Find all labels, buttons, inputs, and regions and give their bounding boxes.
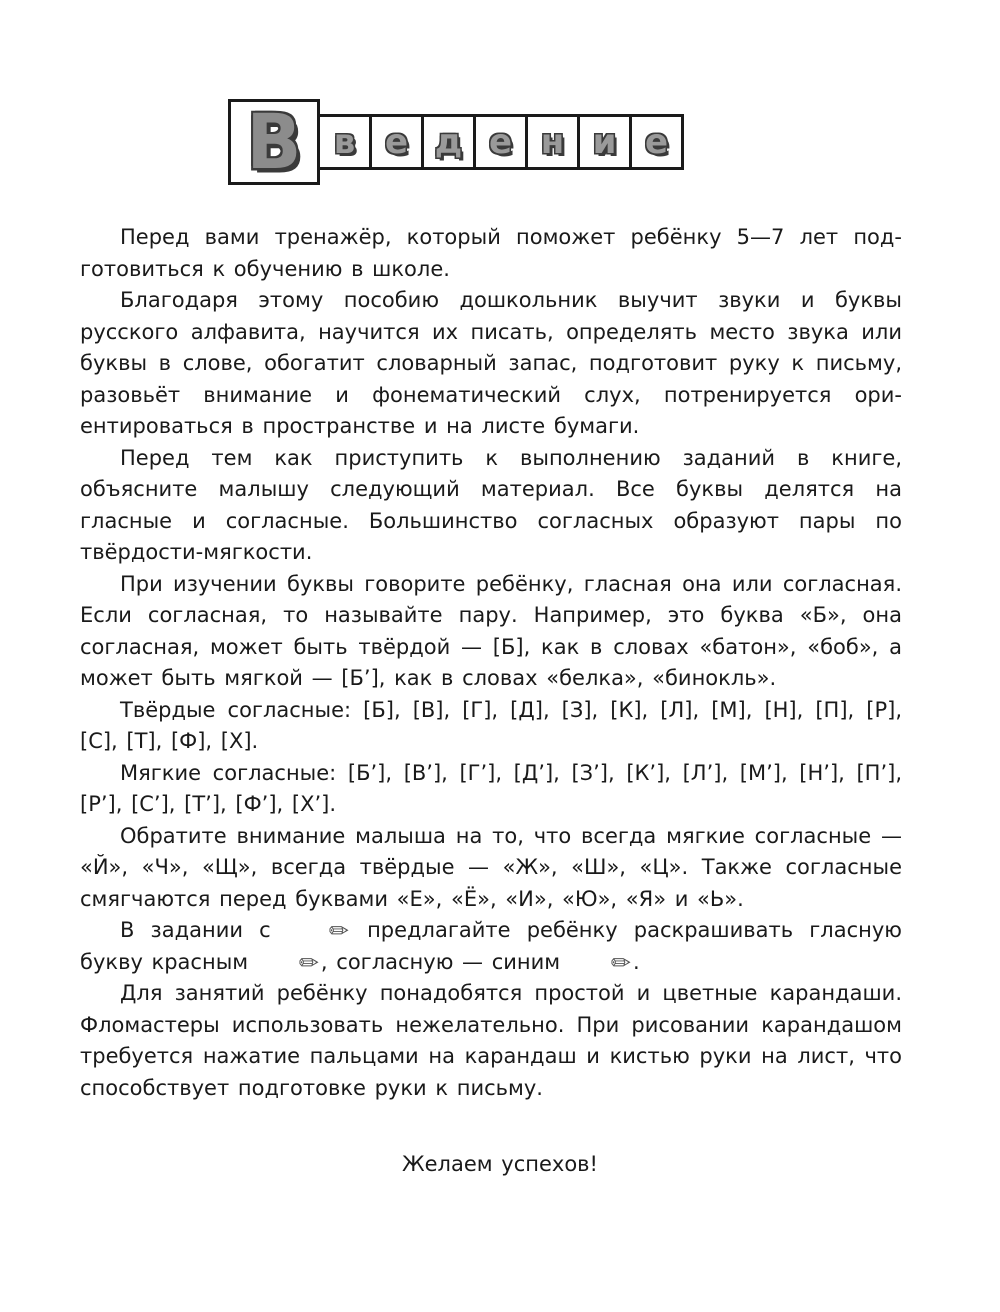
paragraph-coloring [80, 915, 902, 978]
title-letter: д [434, 122, 463, 162]
coloring-text-4: . [632, 949, 640, 974]
title-letter-cell [421, 114, 476, 170]
title-letter-cell [369, 114, 424, 170]
title-letter-cells [317, 114, 684, 170]
pencil-icon: ✏ [328, 917, 349, 945]
paragraph-soft-consonants: Мягкие согласные: [Б’], [В’], [Г’], [Д’], [З’], [К’], [Л’], [М’], [Н’], [П’], [Р’], [С’], [Т’], [Ф’], [Х’]. [80, 760, 902, 816]
body-text [80, 222, 902, 1104]
title-letter-cell [577, 114, 632, 170]
title-letter-cell [629, 114, 684, 170]
title-letter-cell [525, 114, 580, 170]
title-letter-cell [473, 114, 528, 170]
title-letter: е [488, 122, 513, 162]
pencil-icon: ✏ [610, 948, 631, 977]
title-letter-cell [317, 114, 372, 170]
coloring-text-3: , согласную — синим [320, 949, 561, 974]
coloring-text-2: предлагайте ребёнку раскрашивать гласную букву красным [80, 918, 902, 974]
paragraph-letters: Перед тем как приступить к выполнению заданий в книге, объясните малышу следующий материал. Все буквы делятся на гласные и согласные. Большинство согласных образуют пары по твёрдости-мягкости. [80, 445, 902, 564]
title-letter: е [384, 122, 409, 162]
title-letter: е [644, 122, 669, 162]
paragraph-attention: Обратите внимание малыша на то, что всегда мягкие согласные — «Й», «Ч», «Щ», всегда твёрдые — «Ж», «Ш», «Ц». Также согласные смягчаются перед буквами «Е», «Ё», «И», «Ю», «Я» и «Ь». [80, 823, 902, 911]
pencil-icon: ✏ [298, 948, 319, 977]
coloring-text-1: В задании с [120, 918, 271, 942]
paragraph-hard-consonants: Твёрдые согласные: [Б], [В], [Г], [Д], [З], [К], [Л], [М], [Н], [П], [Р], [С], [Т], [Ф], [Х]. [80, 697, 902, 753]
paragraph-intro: Перед вами тренажёр, который поможет ребёнку 5—7 лет подготовиться к обучению в школе. [80, 225, 902, 281]
title-letter: в [333, 122, 356, 162]
paragraph-benefits: Благодаря этому пособию дошкольник выучит звуки и буквы русского алфавита, научится их писать, определять место звука или буквы в слове, обогатит словарный запас, подготовит руку к письму, разовьёт внимание и фонематический слух, потренируется ориентироваться в пространстве и на листе бумаги. [80, 288, 902, 438]
title-banner [228, 99, 684, 185]
title-letter: и [592, 122, 617, 162]
title-first-letter-cell [228, 99, 320, 185]
paragraph-materials: Для занятий ребёнку понадобятся простой и цветные карандаши. Фломастеры использовать нежелательно. При рисовании карандашом требуется нажатие пальцами на карандаш и кистью руки на лист, что способствует подготовке руки к письму. [80, 981, 902, 1100]
closing-wish: Желаем успехов! [402, 1152, 598, 1176]
paragraph-pairs: При изучении буквы говорите ребёнку, гласная она или согласная. Если согласная, то называйте пару. Например, это буква «Б», она согласная, может быть твёрдой — [Б], как в словах «батон», «боб», а может быть мягкой — [Б’], как в словах «белка», «бинокль». [80, 571, 902, 690]
title-letter: н [540, 122, 565, 162]
title-first-letter: В [246, 97, 302, 187]
